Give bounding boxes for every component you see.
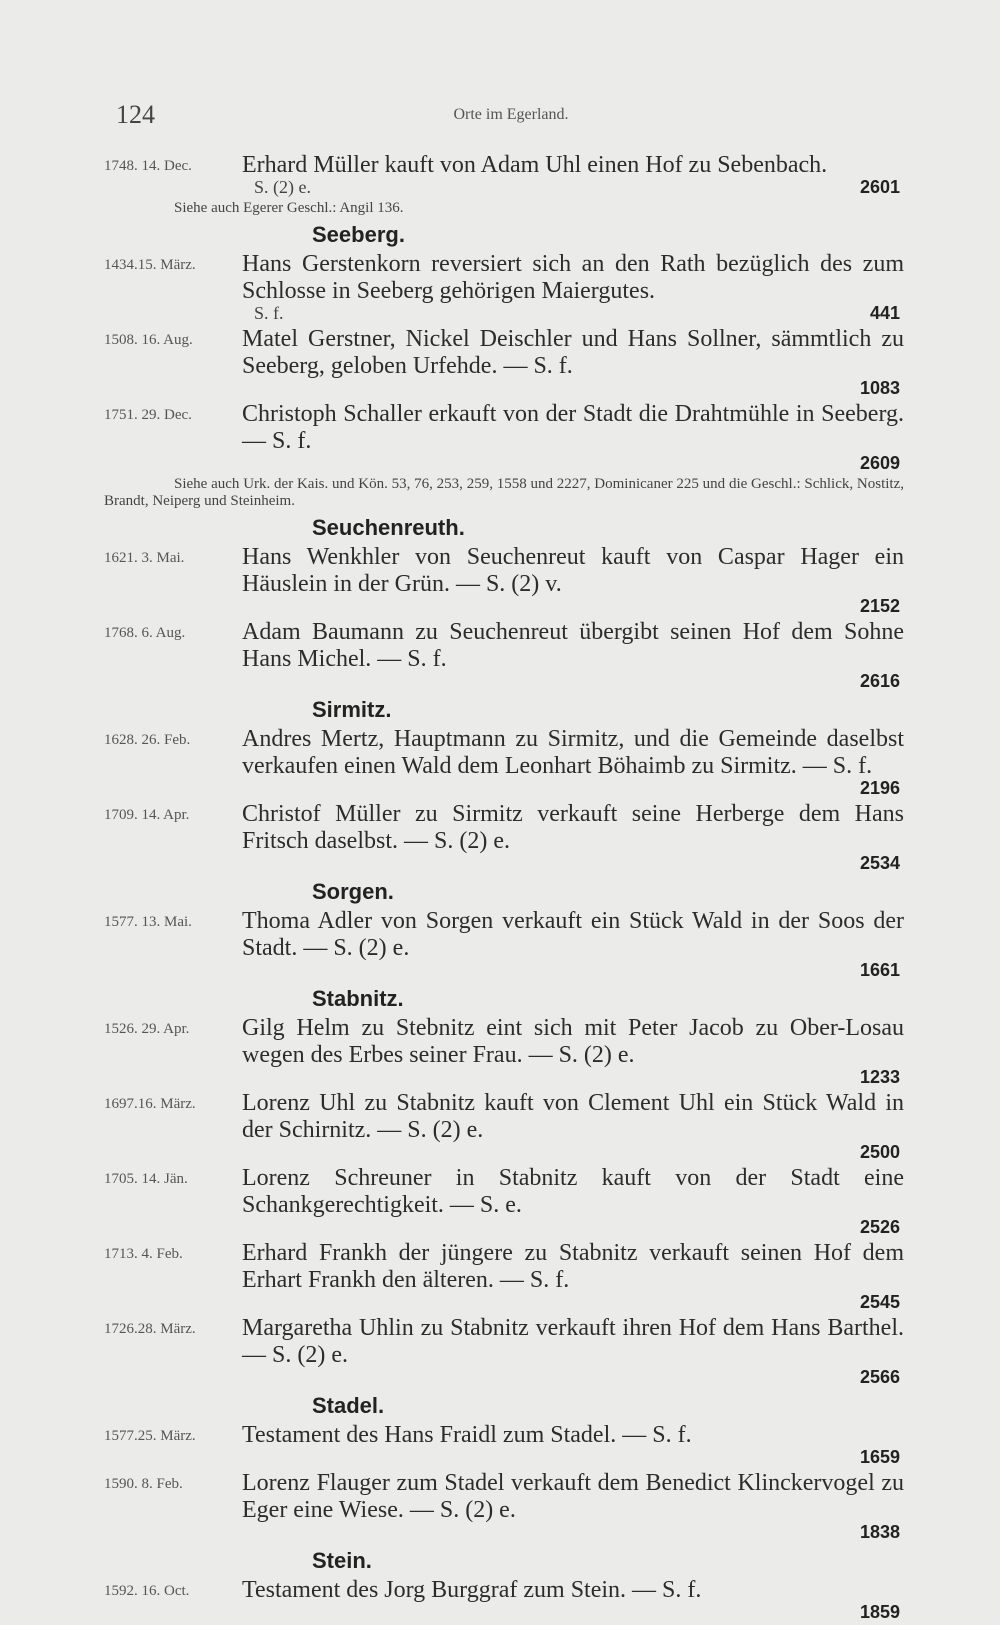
entry-text: Adam Baumann zu Seuchenreut übergibt seinen Hof dem Sohne Hans Michel. — S. f. bbox=[242, 619, 904, 672]
register-entry bbox=[104, 544, 904, 617]
entry-date: 1526. 29. Apr. bbox=[104, 1021, 190, 1037]
entry-body bbox=[242, 1470, 904, 1543]
entry-date: 1726.28. März. bbox=[104, 1321, 196, 1337]
entry-reference bbox=[242, 1067, 904, 1088]
register-entry bbox=[104, 326, 904, 399]
entry-text: Erhard Müller kauft von Adam Uhl einen Hof zu Sebenbach. bbox=[242, 152, 828, 178]
entry-date: 1508. 16. Aug. bbox=[104, 332, 193, 348]
entry-date: 1577.25. März. bbox=[104, 1428, 196, 1444]
register-entry bbox=[104, 1470, 904, 1543]
register-entry bbox=[104, 1090, 904, 1163]
document-number: 2545 bbox=[859, 1292, 900, 1312]
register-entry bbox=[104, 1577, 904, 1623]
register-entry bbox=[104, 1422, 904, 1468]
entry-text: Hans Wenkhler von Seuchenreut kauft von Caspar Hager ein Häuslein in der Grün. — S. (2) v. bbox=[242, 544, 904, 597]
entry-date: 1709. 14. Apr. bbox=[104, 807, 190, 823]
entry-text: Gilg Helm zu Stebnitz eint sich mit Peter Jacob zu Ober-Losau wegen des Erbes seiner Frau. — S. (2) e. bbox=[242, 1015, 904, 1068]
document-number: 2566 bbox=[859, 1367, 900, 1387]
entry-text: Lorenz Flauger zum Stadel verkauft dem Benedict Klinckervogel zu Eger eine Wiese. — S. (2) e. bbox=[242, 1470, 904, 1523]
entry-date: 1590. 8. Feb. bbox=[104, 1476, 183, 1492]
section-heading: Stein. bbox=[312, 1548, 372, 1573]
document-number: 2500 bbox=[859, 1142, 900, 1162]
section-heading: Stadel. bbox=[312, 1393, 385, 1418]
register-entry bbox=[104, 1240, 904, 1313]
entry-date: 1592. 16. Oct. bbox=[104, 1583, 190, 1599]
document-number: 441 bbox=[869, 303, 900, 323]
document-number: 2152 bbox=[859, 596, 900, 616]
section-heading: Stabnitz. bbox=[312, 986, 404, 1011]
running-title: Orte im Egerland. bbox=[453, 106, 569, 123]
entry-body bbox=[242, 726, 904, 799]
entry-reference bbox=[242, 1142, 904, 1163]
entry-body bbox=[242, 1422, 904, 1468]
entry-reference bbox=[242, 1292, 904, 1313]
entry-text: Lorenz Uhl zu Stabnitz kauft von Clement Uhl ein Stück Wald in der Schirnitz. — S. (2) e. bbox=[242, 1090, 904, 1143]
entry-body bbox=[242, 251, 904, 324]
document-number: 1233 bbox=[859, 1067, 900, 1087]
entry-body bbox=[242, 544, 904, 617]
register-entry bbox=[104, 908, 904, 981]
entry-text: Erhard Frankh der jüngere zu Stabnitz verkauft seinen Hof dem Erhart Frankh den älteren. — S. f. bbox=[242, 1240, 904, 1293]
section-heading: Seuchenreuth. bbox=[312, 515, 465, 540]
seal-signature: S. f. bbox=[254, 303, 284, 323]
entry-text: Testament des Jorg Burggraf zum Stein. — S. f. bbox=[242, 1577, 702, 1603]
entry-reference bbox=[242, 378, 904, 399]
entry-text: Matel Gerstner, Nickel Deischler und Hans Sollner, sämmtlich zu Seeberg, geloben Urfehde. — S. f. bbox=[242, 326, 904, 379]
entry-text: Margaretha Uhlin zu Stabnitz verkauft ihren Hof dem Hans Barthel. — S. (2) e. bbox=[242, 1315, 904, 1368]
document-number: 2196 bbox=[859, 778, 900, 798]
register-entry bbox=[104, 1165, 904, 1238]
register-entry bbox=[104, 619, 904, 692]
entry-reference bbox=[242, 960, 904, 981]
entry-text: Christoph Schaller erkauft von der Stadt die Drahtmühle in Seeberg. — S. f. bbox=[242, 401, 904, 454]
entry-body bbox=[242, 152, 904, 198]
section-heading: Sirmitz. bbox=[312, 697, 392, 722]
entry-reference bbox=[242, 303, 904, 324]
entry-reference bbox=[242, 778, 904, 799]
document-number: 1083 bbox=[859, 378, 900, 398]
register-content bbox=[104, 152, 904, 1625]
section-heading: Seeberg. bbox=[312, 222, 405, 247]
entry-body bbox=[242, 401, 904, 474]
document-number: 1859 bbox=[859, 1602, 900, 1622]
register-entry bbox=[104, 152, 904, 198]
register-entry bbox=[104, 801, 904, 874]
document-number: 1838 bbox=[859, 1522, 900, 1542]
register-entry bbox=[104, 1015, 904, 1088]
entry-date: 1628. 26. Feb. bbox=[104, 732, 191, 748]
entry-reference bbox=[242, 177, 904, 198]
entry-reference bbox=[242, 1522, 904, 1543]
entry-date: 1621. 3. Mai. bbox=[104, 550, 185, 566]
cross-reference-note: Siehe auch Egerer Geschl.: Angil 136. bbox=[174, 200, 404, 216]
document-number: 2534 bbox=[859, 853, 900, 873]
entry-body bbox=[242, 1315, 904, 1388]
entry-body bbox=[242, 619, 904, 692]
entry-reference bbox=[242, 453, 904, 474]
entry-reference bbox=[242, 1217, 904, 1238]
entry-reference bbox=[242, 1367, 904, 1388]
entry-body bbox=[242, 1240, 904, 1313]
entry-reference bbox=[242, 1447, 904, 1468]
register-entry bbox=[104, 251, 904, 324]
document-number: 2609 bbox=[859, 453, 900, 473]
cross-reference-note: Siehe auch Urk. der Kais. und Kön. 53, 76, 253, 259, 1558 und 2227, Dominicaner 225 und die Geschl.: Schlick, Nostitz, Brandt, Neiperg und Steinheim. bbox=[104, 476, 904, 509]
entry-date: 1434.15. März. bbox=[104, 257, 196, 273]
entry-reference bbox=[242, 596, 904, 617]
entry-date: 1705. 14. Jän. bbox=[104, 1171, 188, 1187]
document-number: 2616 bbox=[859, 671, 900, 691]
entry-text: Hans Gerstenkorn reversiert sich an den Rath bezüglich des zum Schlosse in Seeberg gehörigen Maiergutes. bbox=[242, 251, 904, 304]
entry-body bbox=[242, 1165, 904, 1238]
page-number: 124 bbox=[116, 100, 155, 129]
entry-body bbox=[242, 326, 904, 399]
register-entry bbox=[104, 401, 904, 474]
entry-date: 1713. 4. Feb. bbox=[104, 1246, 183, 1262]
entry-reference bbox=[242, 1602, 904, 1623]
entry-text: Lorenz Schreuner in Stabnitz kauft von der Stadt eine Schankgerechtigkeit. — S. e. bbox=[242, 1165, 904, 1218]
entry-body bbox=[242, 1577, 904, 1623]
entry-date: 1577. 13. Mai. bbox=[104, 914, 192, 930]
register-entry bbox=[104, 726, 904, 799]
document-number: 2601 bbox=[859, 177, 900, 197]
register-entry bbox=[104, 1315, 904, 1388]
document-number: 1659 bbox=[859, 1447, 900, 1467]
section-heading: Sorgen. bbox=[312, 879, 394, 904]
entry-date: 1751. 29. Dec. bbox=[104, 407, 192, 423]
entry-reference bbox=[242, 853, 904, 874]
document-number: 1661 bbox=[859, 960, 900, 980]
entry-body bbox=[242, 801, 904, 874]
entry-body bbox=[242, 1090, 904, 1163]
entry-text: Testament des Hans Fraidl zum Stadel. — S. f. bbox=[242, 1422, 692, 1448]
entry-text: Andres Mertz, Hauptmann zu Sirmitz, und die Gemeinde daselbst verkaufen einen Wald dem Leonhart Böhaimb zu Sirmitz. — S. f. bbox=[242, 726, 904, 779]
page-header bbox=[116, 100, 906, 140]
entry-body bbox=[242, 908, 904, 981]
entry-date: 1768. 6. Aug. bbox=[104, 625, 186, 641]
entry-body bbox=[242, 1015, 904, 1088]
entry-text: Christof Müller zu Sirmitz verkauft seine Herberge dem Hans Fritsch daselbst. — S. (2) e. bbox=[242, 801, 904, 854]
entry-date: 1697.16. März. bbox=[104, 1096, 196, 1112]
entry-date: 1748. 14. Dec. bbox=[104, 158, 192, 174]
entry-text: Thoma Adler von Sorgen verkauft ein Stück Wald in der Soos der Stadt. — S. (2) e. bbox=[242, 908, 904, 961]
seal-signature: S. (2) e. bbox=[254, 177, 311, 197]
document-number: 2526 bbox=[859, 1217, 900, 1237]
entry-reference bbox=[242, 671, 904, 692]
